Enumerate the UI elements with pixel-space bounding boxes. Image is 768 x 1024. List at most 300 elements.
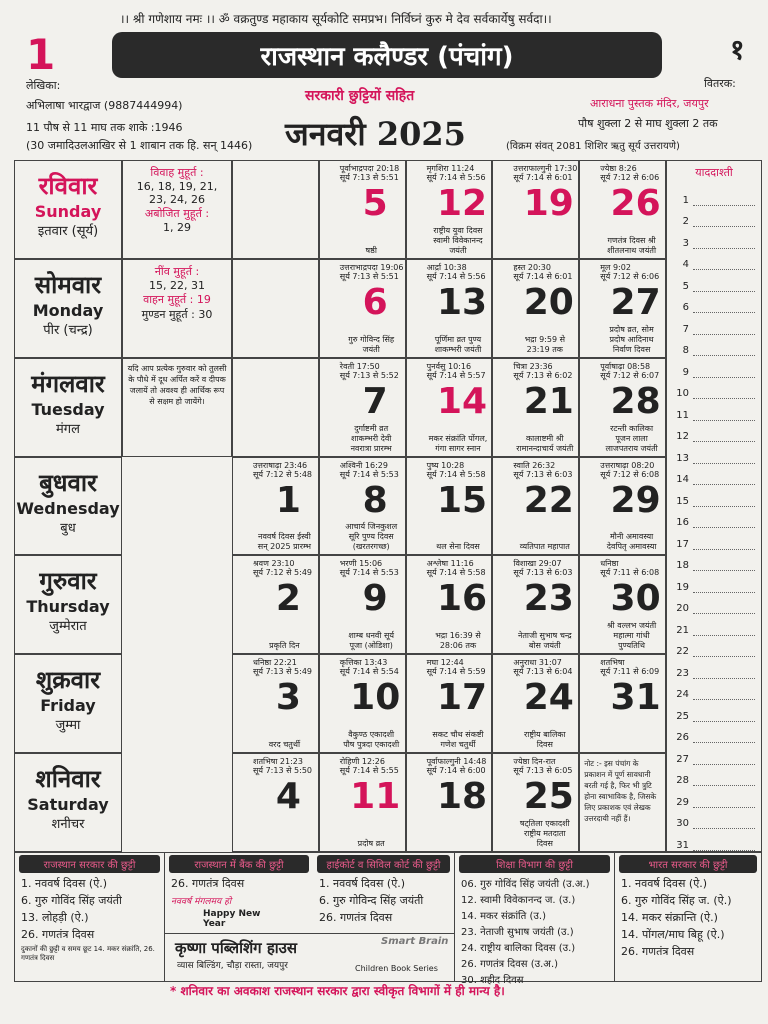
muhurat-text: यदि आप प्रत्येक गुरुवार को तुलसी के पौधे में दूध अर्पित करें व दीपक जलायें तो अवश्य ही आर्थिक रूप से सक्षम हो जायेंगे। xyxy=(127,363,227,406)
date-number: 21 xyxy=(523,380,574,422)
note-number: 7 xyxy=(682,323,689,335)
note-line xyxy=(667,743,761,765)
holiday-item: 14. मकर संक्रान्ति (ऐ.) xyxy=(621,911,718,924)
nakshatra-line: रेवती 17:50 xyxy=(339,361,380,371)
note-line xyxy=(667,550,761,572)
festival-note: शाम्ब धनवी सूर्य पूजा (ओडिशा) xyxy=(348,631,395,651)
date-number: 30 xyxy=(610,578,661,620)
sunrise-line: सूर्य 7:14 से 5:58 xyxy=(426,469,486,479)
note-line xyxy=(667,421,761,443)
date-cell xyxy=(406,753,493,852)
sunrise-line: सूर्य 7:14 से 6:01 xyxy=(513,271,573,281)
publisher-box xyxy=(165,933,455,980)
holiday-item: 14. पोंगल/माघ बिहू (ऐ.) xyxy=(621,928,725,941)
date-number: 23 xyxy=(523,578,574,620)
date-number: 13 xyxy=(436,281,488,323)
muhurat-title: विवाह मुहूर्त : xyxy=(150,166,204,179)
sunrise-line: सूर्य 7:13 से 5:52 xyxy=(339,370,399,380)
note-blank xyxy=(693,463,755,464)
note-blank xyxy=(693,205,755,206)
day-name-english: Saturday xyxy=(27,795,109,815)
note-line xyxy=(667,679,761,701)
brand-logo: Smart Brain xyxy=(381,936,449,947)
sunrise-line: सूर्य 7:13 से 6:03 xyxy=(513,469,573,479)
sunrise-line: सूर्य 7:13 से 6:02 xyxy=(513,370,573,380)
note-line xyxy=(667,765,761,787)
date-number: 2 xyxy=(275,578,301,620)
day-name-alt: मंगल xyxy=(56,421,80,437)
date-cell xyxy=(579,160,666,259)
note-number: 12 xyxy=(676,431,689,442)
date-cell-empty xyxy=(232,160,319,259)
shop-holiday-note: दुकानों की छुट्टी व समय छूट 14. मकर संक्रांति, 26. गणतंत्र दिवस xyxy=(21,945,155,962)
date-cell xyxy=(492,160,579,259)
festival-note: वरद चतुर्थी xyxy=(268,740,301,750)
date-cell xyxy=(492,457,579,556)
note-line xyxy=(667,206,761,228)
note-number: 1 xyxy=(682,194,689,206)
nakshatra-line: शतभिषा xyxy=(600,658,625,668)
date-cell xyxy=(319,654,406,753)
holiday-item: 30. शहीद दिवस xyxy=(461,975,524,986)
festival-note: गणतंत्र दिवस श्री शीतलनाथ जयंती xyxy=(607,235,657,255)
note-line xyxy=(667,722,761,744)
muhurat-text: मुण्डन मुहूर्त : 30 xyxy=(141,307,213,321)
author-name: अभिलाषा भारद्वाज (9887444994) xyxy=(26,99,183,112)
day-name-alt: इतवार (सूर्य) xyxy=(37,224,99,239)
date-cell xyxy=(579,555,666,654)
holiday-item: 14. मकर संक्रांति (उ.) xyxy=(461,911,546,922)
date-number: 31 xyxy=(610,677,661,719)
greeting-english: Happy New Year xyxy=(203,909,261,929)
date-cell xyxy=(579,358,666,457)
date-number: 10 xyxy=(350,677,401,719)
nakshatra-line: अश्विनी 16:29 xyxy=(339,460,388,470)
nakshatra-line: ज्येष्ठा दिन-रात xyxy=(513,757,556,767)
nakshatra-line: मघा 12:44 xyxy=(426,658,464,668)
education-holidays-title: शिक्षा विभाग की छुट्टी xyxy=(459,855,610,873)
holiday-item: 1. नववर्ष दिवस (ऐ.) xyxy=(21,877,108,890)
note-blank xyxy=(693,656,755,657)
date-number: 11 xyxy=(350,776,401,818)
date-cell xyxy=(319,555,406,654)
date-number: 3 xyxy=(275,677,301,719)
date-cell xyxy=(232,753,319,852)
date-cell xyxy=(492,259,579,358)
note-blank xyxy=(693,291,755,292)
holiday-item: 1. नववर्ष दिवस (ऐ.) xyxy=(319,877,406,890)
muhurat-title: अबोजित मुहूर्त : xyxy=(144,207,210,220)
rajasthan-holidays xyxy=(15,853,165,981)
festival-note: भद्रा 9:59 से 23:19 तक xyxy=(524,334,565,354)
note-blank xyxy=(693,850,755,851)
note-blank xyxy=(693,678,755,679)
date-cell xyxy=(319,457,406,556)
day-row-label xyxy=(14,160,122,259)
note-number: 6 xyxy=(682,302,689,313)
festival-note: पूर्णिमा व्रत पुण्य शाकम्भरी जयंती xyxy=(434,334,482,354)
festival-note: राष्ट्रीय बालिका दिवस xyxy=(523,730,566,750)
festival-note: नववर्ष दिवस ईस्वी सन् 2025 प्रारम्भ xyxy=(257,532,311,552)
sunrise-line: सूर्य 7:14 से 5:55 xyxy=(339,766,399,776)
education-holidays xyxy=(455,853,615,986)
festival-note: वैकुण्ठ एकादशी पौष पुत्रदा एकादशी xyxy=(343,730,400,750)
note-line xyxy=(667,270,761,292)
sunrise-line: सूर्य 7:14 से 5:57 xyxy=(426,370,486,380)
nakshatra-line: मूल 9:02 xyxy=(600,262,631,272)
note-number: 3 xyxy=(682,237,689,249)
note-line xyxy=(667,507,761,529)
page-number-left: 1 xyxy=(26,30,56,79)
sunrise-line: सूर्य 7:14 से 5:53 xyxy=(339,568,399,578)
note-number: 20 xyxy=(676,603,689,614)
note-blank xyxy=(693,377,755,378)
day-row-label xyxy=(14,654,122,753)
nakshatra-line: भरणी 15:06 xyxy=(339,559,383,569)
nakshatra-line: पूर्वाषाढ़ा 08:58 xyxy=(600,361,651,371)
note-blank xyxy=(693,506,755,507)
day-name-english: Tuesday xyxy=(31,399,105,419)
sunrise-line: सूर्य 7:14 से 5:54 xyxy=(339,667,399,677)
note-blank xyxy=(693,355,755,356)
nakshatra-line: पूर्वाभाद्रपदा 20:18 xyxy=(339,164,400,173)
note-number: 26 xyxy=(676,732,689,743)
date-number: 4 xyxy=(275,776,301,818)
holiday-item: 12. स्वामी विवेकानन्द ज. (उ.) xyxy=(461,895,576,906)
day-name-hindi: रविवार xyxy=(38,172,98,200)
festival-note: थल सेना दिवस xyxy=(436,542,480,552)
note-blank xyxy=(693,334,755,335)
note-line xyxy=(667,292,761,314)
india-holidays-title: भारत सरकार की छुट्टी xyxy=(619,855,757,873)
note-line xyxy=(667,442,761,464)
sunrise-line: सूर्य 7:13 से 6:05 xyxy=(513,766,573,776)
day-name-alt: शनीचर xyxy=(51,817,85,833)
note-number: 31 xyxy=(676,839,689,851)
festival-note: श्री वल्लभ जयंती महात्मा गांधी पुण्यतिथि xyxy=(607,621,657,651)
nakshatra-line: पुष्य 10:28 xyxy=(426,460,465,470)
sunrise-line: सूर्य 7:11 से 6:09 xyxy=(600,667,660,677)
date-cell xyxy=(232,555,319,654)
sunrise-line: सूर्य 7:14 से 5:56 xyxy=(426,173,486,182)
note-blank xyxy=(693,742,755,743)
month-title: जनवरी 2025 xyxy=(285,115,466,153)
note-blank xyxy=(693,613,755,614)
festival-note: व्यतिपात महापात xyxy=(519,542,570,552)
sunrise-line: सूर्य 7:12 से 6:06 xyxy=(600,271,660,281)
day-name-alt: जुम्मा xyxy=(55,718,81,734)
sunrise-line: सूर्य 7:12 से 6:06 xyxy=(600,173,660,182)
holiday-item: 06. गुरु गोविंद सिंह जयंती (उ.अ.) xyxy=(461,879,590,890)
date-number: 1 xyxy=(275,479,301,521)
note-line xyxy=(667,786,761,808)
date-number: 22 xyxy=(523,479,574,521)
muhurat-text: 15, 22, 31 xyxy=(149,278,205,292)
date-cell-empty xyxy=(232,358,319,457)
date-cell xyxy=(319,753,406,852)
brand-subtitle: Children Book Series xyxy=(355,964,438,973)
note-number: 19 xyxy=(676,581,689,593)
note-line xyxy=(667,593,761,615)
note-blank xyxy=(693,785,755,786)
date-cell xyxy=(579,259,666,358)
holiday-item: 23. नेताजी सुभाष जयंती (उ.) xyxy=(461,927,574,938)
note-number: 25 xyxy=(676,710,689,722)
nakshatra-line: पुनर्वसु 10:16 xyxy=(426,361,472,371)
day-name-hindi: गुरुवार xyxy=(39,567,97,596)
note-number: 11 xyxy=(676,409,689,421)
date-number: 17 xyxy=(436,677,488,719)
note-number: 9 xyxy=(682,366,689,378)
note-line xyxy=(667,227,761,249)
distributor-name: आराधना पुस्तक मंदिर, जयपुर xyxy=(590,97,709,110)
note-number: 10 xyxy=(676,388,689,399)
sunrise-line: सूर्य 7:14 से 5:53 xyxy=(339,469,399,479)
festival-note: नेताजी सुभाष चन्द्र बोस जयंती xyxy=(517,631,572,651)
date-number: 16 xyxy=(436,578,488,620)
sunrise-line: सूर्य 7:13 से 6:04 xyxy=(513,667,573,677)
rajasthan-holidays-list xyxy=(15,875,164,943)
note-number: 29 xyxy=(676,796,689,808)
note-line xyxy=(667,356,761,378)
sunrise-line: सूर्य 7:13 से 5:50 xyxy=(253,766,313,776)
date-cell-empty xyxy=(232,259,319,358)
india-holidays xyxy=(615,853,761,981)
note-blank xyxy=(693,721,755,722)
day-row-label xyxy=(14,457,122,556)
nakshatra-line: उत्तराषाढ़ा 08:20 xyxy=(600,460,655,470)
note-blank xyxy=(693,635,755,636)
holiday-item: 1. नववर्ष दिवस (ऐ.) xyxy=(621,877,708,890)
note-blank xyxy=(693,269,755,270)
sunrise-line: सूर्य 7:12 से 6:07 xyxy=(600,370,660,380)
author-label: लेखिका: xyxy=(26,79,61,92)
festival-note: प्रदोष व्रत xyxy=(357,838,385,848)
day-name-hindi: शुक्रवार xyxy=(35,666,101,695)
sunrise-line: सूर्य 7:11 से 6:08 xyxy=(600,568,660,578)
date-cell xyxy=(579,457,666,556)
sunrise-line: सूर्य 7:13 से 6:03 xyxy=(513,568,573,578)
festival-note: षट्तिला एकादशी राष्ट्रीय मतदाता दिवस xyxy=(519,818,570,848)
nakshatra-line: ज्येष्ठा 8:26 xyxy=(600,164,637,173)
note-line xyxy=(667,399,761,421)
date-cell xyxy=(406,555,493,654)
mantra-line: ।। श्री गणेशाय नमः ।। ॐ वक्रतुण्ड महाकाय सूर्यकोटि समप्रभ। निर्विघ्नं कुरु मे देव सर्वकार्येषु सर्वदा।। xyxy=(120,12,552,26)
festival-note: सकट चौथ संकष्टी गणेश चतुर्थी xyxy=(432,730,484,750)
date-number: 20 xyxy=(523,281,574,323)
note-blank xyxy=(693,484,755,485)
day-row-label xyxy=(14,753,122,852)
sunrise-line: सूर्य 7:13 से 5:51 xyxy=(339,271,399,281)
sunrise-line: सूर्य 7:12 से 6:08 xyxy=(600,469,660,479)
note-line xyxy=(667,249,761,271)
festival-note: भद्रा 16:39 से 28:06 तक xyxy=(435,631,481,651)
festival-note: गुरु गोविन्द सिंह जयंती xyxy=(348,334,395,354)
date-number: 9 xyxy=(362,578,388,620)
note-line xyxy=(667,485,761,507)
date-number: 28 xyxy=(610,380,661,422)
muhurat-box xyxy=(122,160,232,259)
day-name-hindi: बुधवार xyxy=(39,468,97,497)
day-name-alt: जुम्मेरात xyxy=(49,619,87,635)
day-name-english: Sunday xyxy=(34,202,102,221)
date-number: 29 xyxy=(610,479,661,521)
sunrise-line: सूर्य 7:13 से 5:51 xyxy=(339,173,399,182)
date-cell xyxy=(579,654,666,753)
note-blank xyxy=(693,570,755,571)
day-name-english: Friday xyxy=(40,696,96,716)
nakshatra-line: कृत्तिका 13:43 xyxy=(339,658,388,668)
court-holidays-title: हाईकोर्ट व सिविल कोर्ट की छुट्टी xyxy=(317,855,450,873)
note-blank xyxy=(693,312,755,313)
sunrise-line: सूर्य 7:14 से 6:01 xyxy=(513,173,573,182)
note-blank xyxy=(693,441,755,442)
nakshatra-line: रोहिणी 12:26 xyxy=(339,757,385,767)
day-name-hindi: शनिवार xyxy=(35,765,101,794)
date-cell xyxy=(319,259,406,358)
note-number: 2 xyxy=(682,216,689,227)
page-number-right: १ xyxy=(730,33,745,66)
festival-note: मौनी अमावस्या देवपितृ अमावस्या xyxy=(606,532,657,552)
nakshatra-line: पूर्वाफाल्गुनी 14:48 xyxy=(426,757,487,767)
nakshatra-line: अनुराधा 31:07 xyxy=(513,658,562,668)
date-number: 7 xyxy=(362,380,388,422)
note-line xyxy=(667,614,761,636)
disclaimer-note: नोट :- इस पंचांग के प्रकाशन में पूर्ण सावधानी बरती गई है, फिर भी त्रुटि होना स्वाभाविक है, जिसके लिए प्रकाशक एवं लेखक उत्तरदायी नहीं हैं। xyxy=(584,759,657,824)
festival-note: षष्ठी xyxy=(365,245,377,255)
note-line xyxy=(667,464,761,486)
date-number: 14 xyxy=(436,380,488,422)
rajasthan-holidays-title: राजस्थान सरकार की छुट्टी xyxy=(19,855,160,873)
distributor-label: वितरक: xyxy=(704,77,736,90)
day-name-hindi: मंगलवार xyxy=(31,369,105,398)
note-number: 5 xyxy=(682,280,689,292)
date-cell xyxy=(492,358,579,457)
date-cell xyxy=(406,160,493,259)
bank-holidays-title: राजस्थान में बैंक की छुट्टी xyxy=(169,855,309,873)
nakshatra-line: शतभिषा 21:23 xyxy=(253,757,303,767)
day-name-alt: पीर (चन्द्र) xyxy=(43,322,93,338)
note-number: 15 xyxy=(676,495,689,507)
sunrise-line: सूर्य 7:14 से 6:00 xyxy=(426,766,486,776)
holiday-item: 26. गणतंत्र दिवस xyxy=(319,911,393,924)
subtitle: सरकारी छुट्टियों सहित xyxy=(305,88,415,104)
note-line xyxy=(667,571,761,593)
day-row-label xyxy=(14,259,122,358)
holiday-item: 26. गणतंत्र दिवस xyxy=(621,945,695,958)
note-number: 17 xyxy=(676,538,689,550)
sunrise-line: सूर्य 7:14 से 5:58 xyxy=(426,568,486,578)
note-number: 21 xyxy=(676,624,689,636)
note-number: 23 xyxy=(676,667,689,679)
holiday-item: 24. राष्ट्रीय बालिका दिवस (उ.) xyxy=(461,943,576,954)
muhurat-box xyxy=(122,259,232,358)
muhurat-text: 1, 29 xyxy=(163,221,191,234)
note-number: 22 xyxy=(676,646,689,657)
date-cell xyxy=(492,654,579,753)
note-blank xyxy=(693,420,755,421)
note-line xyxy=(667,808,761,830)
festival-note: रटन्ती कालिका पूजन लाला लाजपतराय जयंती xyxy=(605,423,658,453)
note-number: 16 xyxy=(676,517,689,528)
note-number: 4 xyxy=(682,259,689,270)
note-blank xyxy=(693,398,755,399)
muhurat-text: 16, 18, 19, 21, 23, 24, 26 xyxy=(136,180,218,206)
nakshatra-line: अश्लेषा 11:16 xyxy=(426,559,474,569)
publisher-address: व्यास बिल्डिंग, चौड़ा रास्ता, जयपुर xyxy=(177,961,288,971)
date-cell xyxy=(319,160,406,259)
sunrise-line: सूर्य 7:14 से 5:56 xyxy=(426,271,486,281)
note-blank xyxy=(693,828,755,829)
date-number: 5 xyxy=(362,183,388,224)
note-number: 18 xyxy=(676,560,689,571)
note-line xyxy=(667,335,761,357)
festival-note: प्रदोष व्रत, सोम प्रदोष आदिनाथ निर्वाण दिवस xyxy=(609,324,654,354)
date-cell xyxy=(406,259,493,358)
day-row-label xyxy=(14,555,122,654)
note-blank xyxy=(693,807,755,808)
note-line xyxy=(667,636,761,658)
publisher-name: कृष्णा पब्लिशिंग हाउस xyxy=(175,939,298,957)
date-number: 24 xyxy=(523,677,574,719)
date-cell xyxy=(319,358,406,457)
nakshatra-line: मृगशिरा 11:24 xyxy=(426,164,475,173)
vikram-line: (विक्रम संवत् 2081 शिशिर ऋतु सूर्य उत्तरायणे) xyxy=(506,141,680,152)
note-line xyxy=(667,528,761,550)
sunrise-line: सूर्य 7:14 से 5:59 xyxy=(426,667,486,677)
holiday-panel xyxy=(14,852,762,986)
note-number: 13 xyxy=(676,452,689,464)
date-number: 18 xyxy=(436,776,488,818)
day-row-label xyxy=(14,358,122,457)
note-line xyxy=(667,829,761,851)
nakshatra-line: श्रवण 23:10 xyxy=(253,559,295,569)
sunrise-line: सूर्य 7:13 से 5:49 xyxy=(253,667,313,677)
date-cell xyxy=(232,654,319,753)
note-number: 8 xyxy=(682,345,689,356)
festival-note: प्रकृति दिन xyxy=(269,641,300,651)
muhurat-box xyxy=(122,358,232,457)
holiday-item: 26. गणतंत्र दिवस xyxy=(21,928,95,941)
hijri-line: (30 जमादिउलआखिर से 1 शाबान तक हि. सन् 1446) xyxy=(26,139,253,152)
festival-note: मकर संक्रांति पोंगल, गंगा सागर स्नान xyxy=(428,433,488,453)
date-number: 6 xyxy=(362,281,388,323)
note-blank xyxy=(693,592,755,593)
day-name-hindi: सोमवार xyxy=(34,270,102,299)
date-number: 12 xyxy=(436,183,488,224)
note-blank xyxy=(693,527,755,528)
date-number: 26 xyxy=(610,183,661,224)
note-line xyxy=(667,378,761,400)
date-cell-empty xyxy=(579,753,666,852)
date-number: 27 xyxy=(610,281,661,323)
day-name-english: Wednesday xyxy=(16,498,120,518)
festival-note: आचार्य जिनकुशल सूरि पुण्य दिवस (खरतरगच्छ) xyxy=(345,522,398,552)
holiday-item: 26. गणतंत्र दिवस xyxy=(171,877,245,890)
day-name-english: Thursday xyxy=(26,597,110,617)
calendar-title: राजस्थान कलैण्डर (पंचांग) xyxy=(112,32,662,78)
muhurat-title: नींव मुहूर्त : xyxy=(154,264,200,278)
note-blank xyxy=(693,226,755,227)
note-number: 24 xyxy=(676,689,689,700)
date-number: 8 xyxy=(362,479,388,521)
date-cell xyxy=(406,358,493,457)
nakshatra-line: विशाखा 29:07 xyxy=(513,559,562,569)
festival-note: राष्ट्रीय युवा दिवस स्वामी विवेकानन्द जयंती xyxy=(433,225,483,255)
nakshatra-line: चित्रा 23:36 xyxy=(513,361,553,371)
note-line xyxy=(667,184,761,206)
nakshatra-line: स्वाति 26:32 xyxy=(513,460,556,470)
